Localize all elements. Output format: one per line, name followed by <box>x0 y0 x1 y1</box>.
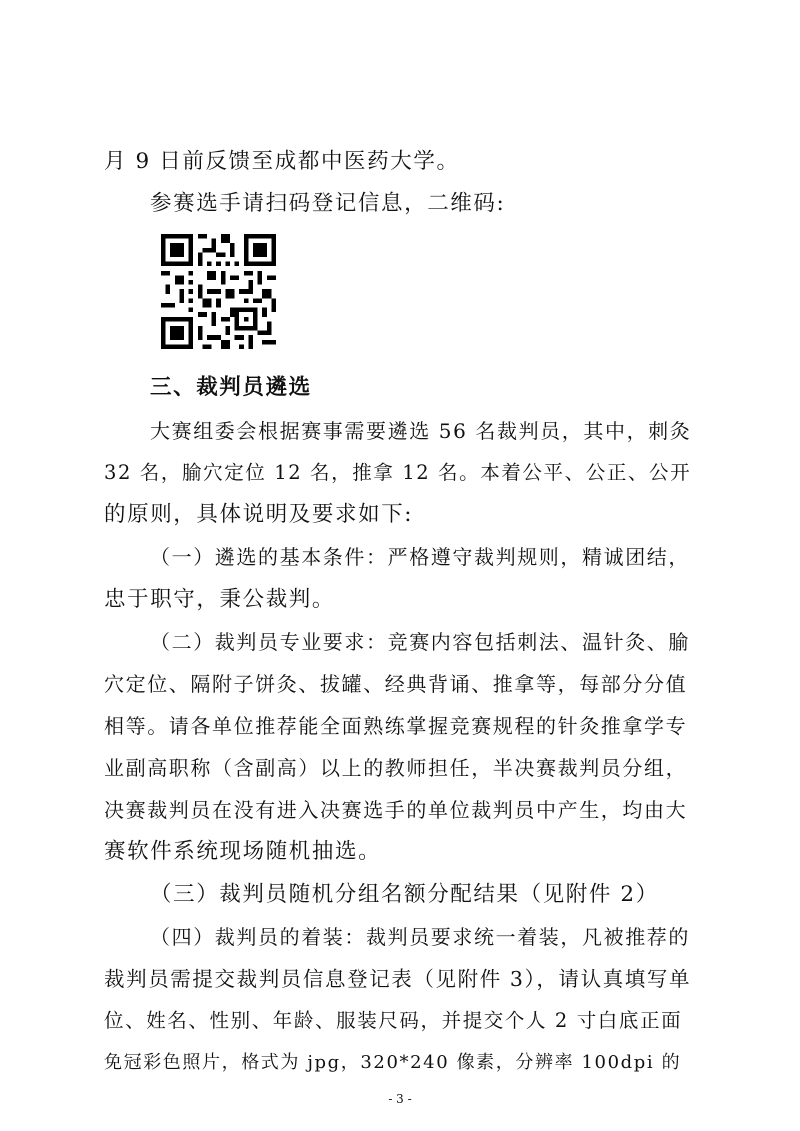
paragraph-line: 免冠彩色照片，格式为 jpg，320*240 像素，分辨率 100dpi 的 <box>104 1052 682 1073</box>
paragraph-line: （三）裁判员随机分组名额分配结果（见附件 2） <box>150 882 659 907</box>
paragraph-line: 业副高职称（含副高）以上的教师担任，半决赛裁判员分组， <box>104 756 688 780</box>
paragraph-line: （二）裁判员专业要求：竞赛内容包括刺法、温针灸、腧 <box>150 630 690 654</box>
paragraph-line: 参赛选手请扫码登记信息，二维码: <box>150 191 506 216</box>
paragraph-line: 大赛组委会根据赛事需要遴选 56 名裁判员，其中，刺灸 <box>150 419 692 443</box>
paragraph-line: 决赛裁判员在没有进入决赛选手的单位裁判员中产生，均由大 <box>104 798 688 822</box>
paragraph-line: 的原则，具体说明及要求如下: <box>104 502 414 527</box>
paragraph-line: 忠于职守，秉公裁判。 <box>104 587 336 612</box>
paragraph-line: 裁判员需提交裁判员信息登记表（见附件 3），请认真填写单 <box>104 967 692 991</box>
paragraph-line: 赛软件系统现场随机抽选。 <box>104 839 382 864</box>
section-heading: 三、裁判员遴选 <box>150 375 312 400</box>
paragraph-line: 相等。请各单位推荐能全面熟练掌握竞赛规程的针灸推拿学专 <box>104 714 688 738</box>
paragraph-line: 月 9 日前反馈至成都中医药大学。 <box>104 149 460 174</box>
page-number: - 3 - <box>388 1092 412 1106</box>
qr-code-icon <box>161 234 276 349</box>
paragraph-line: （一）遴选的基本条件：严格遵守裁判规则，精诚团结， <box>150 545 690 569</box>
paragraph-line: 位、姓名、性别、年龄、服装尺码，并提交个人 2 寸白底正面 <box>104 1009 683 1032</box>
paragraph-line: 32 名，腧穴定位 12 名，推拿 12 名。本着公平、公正、公开 <box>104 461 692 484</box>
paragraph-line: 穴定位、隔附子饼灸、拔罐、经典背诵、推拿等，每部分分值 <box>104 672 688 696</box>
paragraph-line: （四）裁判员的着装：裁判员要求统一着装，凡被推荐的 <box>150 925 690 949</box>
